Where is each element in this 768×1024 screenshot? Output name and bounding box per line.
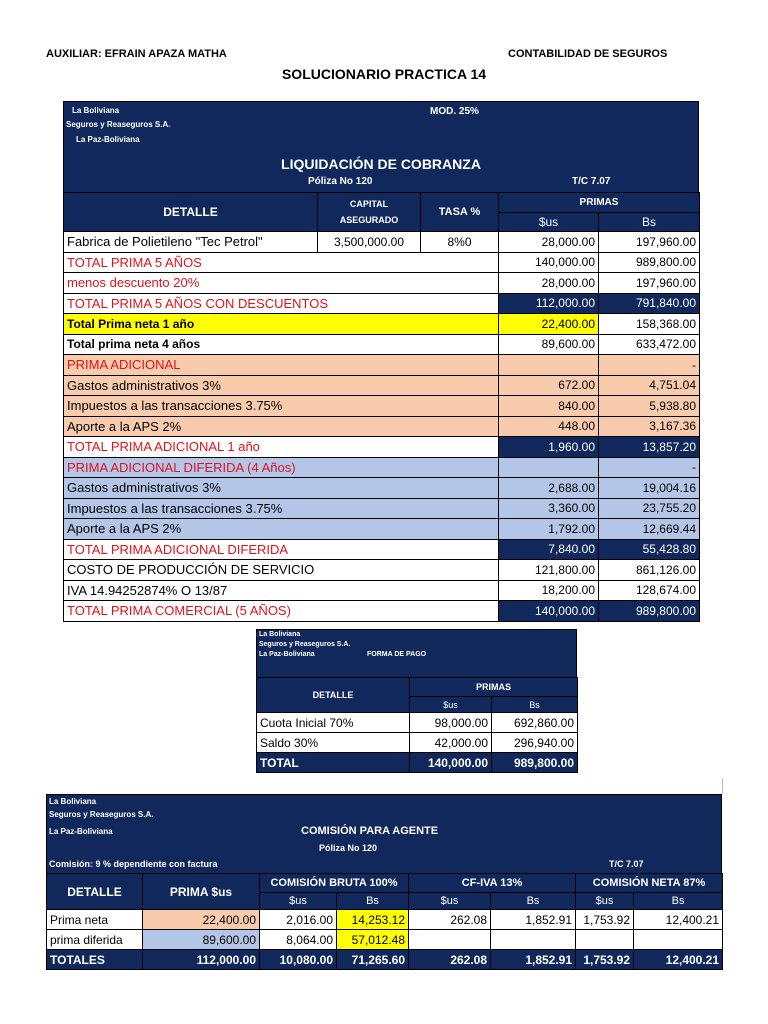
row-sus: 140,000.00	[499, 252, 599, 273]
tc-label: T/C 7.07	[609, 859, 644, 869]
col-prima: PRIMA $us	[143, 874, 260, 910]
row-label: Fabrica de Polietileno "Tec Petrol"	[64, 232, 318, 253]
row-sus: 840.00	[499, 396, 599, 417]
table-row	[257, 753, 578, 773]
col-neta-sus: $us	[576, 893, 634, 910]
poliza-label: Póliza No 120	[308, 176, 373, 187]
col-sus: $us	[499, 213, 599, 232]
table-row	[64, 416, 700, 437]
row-label: Cuota Inicial 70%	[257, 713, 410, 733]
row-sus: 2,688.00	[499, 478, 599, 499]
row-label: Aporte a la APS 2%	[64, 519, 499, 540]
row-bs: 23,755.20	[599, 498, 700, 519]
row-label: IVA 14.94252874% O 13/87	[64, 580, 499, 601]
row-label: COSTO DE PRODUCCIÓN DE SERVICIO	[64, 560, 499, 581]
row-label: TOTAL PRIMA COMERCIAL (5 AÑOS)	[64, 601, 499, 622]
row-sus: 28,000.00	[499, 273, 599, 294]
row-bs: -	[599, 457, 700, 478]
table-row	[64, 375, 700, 396]
table-row	[64, 293, 700, 314]
col-cfiva-bs: Bs	[491, 893, 576, 910]
row-bs: 296,940.00	[492, 733, 578, 753]
comision-header	[46, 794, 722, 874]
row-sus: 1,792.00	[499, 519, 599, 540]
row-neta-sus	[576, 930, 634, 950]
row-label: PRIMA ADICIONAL	[64, 355, 499, 376]
table-row	[64, 437, 700, 458]
company-name: La Boliviana	[72, 106, 120, 115]
row-cfiva-bs: 1,852.91	[491, 950, 576, 970]
table-row	[64, 601, 700, 622]
company-name: La Boliviana	[49, 797, 97, 806]
table-row	[257, 733, 578, 753]
row-label: PRIMA ADICIONAL DIFERIDA (4 Años)	[64, 457, 499, 478]
row-sus: 112,000.00	[499, 293, 599, 314]
row-bruta-sus: 8,064.00	[260, 930, 337, 950]
table-row	[64, 457, 700, 478]
row-sus: 7,840.00	[499, 539, 599, 560]
table-row	[64, 498, 700, 519]
row-bruta-bs: 71,265.60	[337, 950, 409, 970]
row-bruta-sus: 10,080.00	[260, 950, 337, 970]
row-cfiva-sus: 262.08	[409, 950, 491, 970]
row-bs: -	[599, 355, 700, 376]
table-row	[64, 273, 700, 294]
table-row	[64, 478, 700, 499]
row-bruta-bs: 14,253.12	[337, 910, 409, 930]
row-bs: 197,960.00	[599, 232, 700, 253]
company-city: La Paz-Boliviana	[49, 827, 113, 836]
comision-table	[46, 873, 723, 970]
row-neta-bs: 12,400.21	[634, 910, 723, 930]
row-tasa: 8%0	[421, 232, 499, 253]
comision-rate: Comisión: 9 % dependiente con factura	[49, 859, 218, 869]
col-primas: PRIMAS	[410, 678, 578, 697]
table-row	[47, 930, 723, 950]
liquidacion-title: LIQUIDACIÓN DE COBRANZA	[281, 156, 481, 172]
row-label: Gastos administrativos 3%	[64, 375, 499, 396]
table-row	[257, 713, 578, 733]
row-bs: 158,368.00	[599, 314, 700, 335]
row-label: Total prima neta 4 años	[64, 334, 499, 355]
row-label: TOTAL PRIMA 5 AÑOS CON DESCUENTOS	[64, 293, 499, 314]
row-sus: 18,200.00	[499, 580, 599, 601]
row-neta-sus: 1,753.92	[576, 950, 634, 970]
row-bs: 13,857.20	[599, 437, 700, 458]
row-label: Impuestos a las transacciones 3.75%	[64, 396, 499, 417]
table-row	[64, 560, 700, 581]
table-row	[64, 334, 700, 355]
liquidacion-header	[63, 101, 699, 193]
row-label: TOTALES	[47, 950, 143, 970]
forma-pago-body	[257, 713, 578, 773]
row-bs: 197,960.00	[599, 273, 700, 294]
row-neta-bs	[634, 930, 723, 950]
row-bs: 861,126.00	[599, 560, 700, 581]
row-sus	[499, 355, 599, 376]
col-comision-bruta: COMISIÓN BRUTA 100%	[260, 874, 409, 893]
row-sus: 448.00	[499, 416, 599, 437]
row-label: Gastos administrativos 3%	[64, 478, 499, 499]
poliza-label: Póliza No 120	[319, 843, 378, 853]
col-neta-bs: Bs	[634, 893, 723, 910]
company-name: La Boliviana	[259, 631, 301, 638]
col-tasa: TASA %	[421, 193, 499, 232]
row-cfiva-bs	[491, 930, 576, 950]
row-sus: 1,960.00	[499, 437, 599, 458]
company-subtitle: Seguros y Reaseguros S.A.	[259, 641, 351, 648]
col-comision-neta: COMISIÓN NETA 87%	[576, 874, 723, 893]
row-label: Prima neta	[47, 910, 143, 930]
company-subtitle: Seguros y Reaseguros S.A.	[66, 120, 171, 129]
table-row	[64, 232, 700, 253]
table-row	[64, 519, 700, 540]
row-bruta-sus: 2,016.00	[260, 910, 337, 930]
company-subtitle: Seguros y Reaseguros S.A.	[49, 810, 154, 819]
table-row	[47, 910, 723, 930]
row-label: Total Prima neta 1 año	[64, 314, 499, 335]
row-cfiva-sus	[409, 930, 491, 950]
row-prima: 22,400.00	[143, 910, 260, 930]
row-label: Saldo 30%	[257, 733, 410, 753]
row-sus: 672.00	[499, 375, 599, 396]
company-city: La Paz-Boliviana	[76, 135, 140, 144]
company-city: La Paz-Boliviana	[259, 651, 315, 658]
col-capital: CAPITAL ASEGURADO	[318, 193, 421, 232]
row-label: Aporte a la APS 2%	[64, 416, 499, 437]
row-cfiva-bs: 1,852.91	[491, 910, 576, 930]
row-label: TOTAL	[257, 753, 410, 773]
row-sus: 140,000.00	[410, 753, 492, 773]
row-label: TOTAL PRIMA 5 AÑOS	[64, 252, 499, 273]
row-neta-sus: 1,753.92	[576, 910, 634, 930]
row-sus: 121,800.00	[499, 560, 599, 581]
page-divider	[722, 778, 723, 794]
row-bs: 692,860.00	[492, 713, 578, 733]
row-bs: 989,800.00	[599, 601, 700, 622]
row-sus	[499, 457, 599, 478]
col-bs: Bs	[492, 697, 578, 713]
row-label: TOTAL PRIMA ADICIONAL DIFERIDA	[64, 539, 499, 560]
row-sus: 89,600.00	[499, 334, 599, 355]
row-label: menos descuento 20%	[64, 273, 499, 294]
course-label: CONTABILIDAD DE SEGUROS	[508, 48, 668, 60]
row-capital: 3,500,000.00	[318, 232, 421, 253]
table-row	[64, 396, 700, 417]
row-sus: 98,000.00	[410, 713, 492, 733]
row-sus: 42,000.00	[410, 733, 492, 753]
row-sus: 28,000.00	[499, 232, 599, 253]
tc-label: T/C 7.07	[572, 176, 611, 187]
liquidacion-body	[64, 232, 700, 622]
row-sus: 140,000.00	[499, 601, 599, 622]
col-detalle: DETALLE	[64, 193, 318, 232]
col-bs: Bs	[599, 213, 700, 232]
col-detalle: DETALLE	[257, 678, 410, 713]
table-row	[64, 355, 700, 376]
row-bs: 4,751.04	[599, 375, 700, 396]
comision-title: COMISIÓN PARA AGENTE	[301, 825, 439, 837]
row-bs: 5,938.80	[599, 396, 700, 417]
row-bs: 989,800.00	[599, 252, 700, 273]
row-sus: 3,360.00	[499, 498, 599, 519]
col-detalle: DETALLE	[47, 874, 143, 910]
col-sus: $us	[410, 697, 492, 713]
mod-label: MOD. 25%	[430, 106, 479, 117]
row-bs: 55,428.80	[599, 539, 700, 560]
row-label: Impuestos a las transacciones 3.75%	[64, 498, 499, 519]
row-bs: 791,840.00	[599, 293, 700, 314]
row-bs: 989,800.00	[492, 753, 578, 773]
forma-pago-header	[256, 629, 577, 678]
row-bs: 128,674.00	[599, 580, 700, 601]
comision-body	[47, 910, 723, 970]
row-neta-bs: 12,400.21	[634, 950, 723, 970]
row-bs: 3,167.36	[599, 416, 700, 437]
row-prima: 112,000.00	[143, 950, 260, 970]
forma-pago-title: FORMA DE PAGO	[367, 651, 427, 658]
page-title: SOLUCIONARIO PRACTICA 14	[281, 66, 487, 82]
liquidacion-table	[63, 192, 700, 622]
row-bs: 19,004.16	[599, 478, 700, 499]
col-bruta-sus: $us	[260, 893, 337, 910]
row-label: prima diferida	[47, 930, 143, 950]
table-row	[47, 950, 723, 970]
row-label: TOTAL PRIMA ADICIONAL 1 año	[64, 437, 499, 458]
table-row	[64, 539, 700, 560]
table-row	[64, 252, 700, 273]
row-cfiva-sus: 262.08	[409, 910, 491, 930]
col-cf-iva: CF-IVA 13%	[409, 874, 576, 893]
row-bs: 633,472.00	[599, 334, 700, 355]
row-bs: 12,669.44	[599, 519, 700, 540]
row-prima: 89,600.00	[143, 930, 260, 950]
table-row	[64, 314, 700, 335]
row-sus: 22,400.00	[499, 314, 599, 335]
forma-pago-table	[256, 677, 578, 773]
table-row	[64, 580, 700, 601]
col-bruta-bs: Bs	[337, 893, 409, 910]
author-label: AUXILIAR: EFRAIN APAZA MATHA	[46, 48, 227, 60]
col-cfiva-sus: $us	[409, 893, 491, 910]
col-primas: PRIMAS	[499, 193, 700, 213]
row-bruta-bs: 57,012.48	[337, 930, 409, 950]
